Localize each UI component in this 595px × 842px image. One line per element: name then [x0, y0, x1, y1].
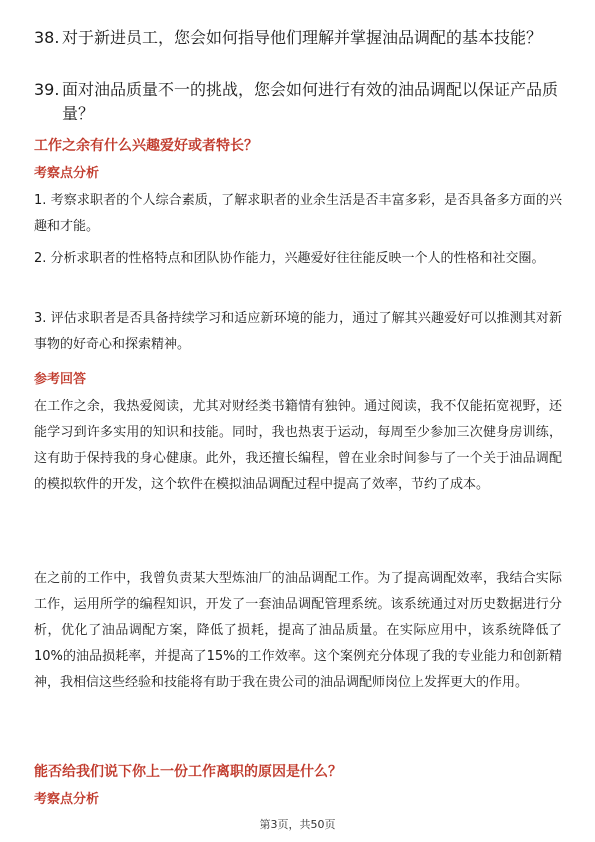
analysis-point-3: 3. 评估求职者是否具备持续学习和适应新环境的能力，通过了解其兴趣爱好可以推测其对新事物的好奇心和探索精神。 [34, 311, 562, 352]
question-text: 对于新进员工，您会如何指导他们理解并掌握油品调配的基本技能？ [62, 28, 543, 47]
question-text: 面对油品质量不一的挑战，您会如何进行有效的油品调配以保证产品质量？ [62, 80, 559, 123]
analysis-heading: 考察点分析 [34, 166, 100, 181]
question-number: 39. [34, 80, 60, 99]
answer-paragraph-1: 在工作之余，我热爱阅读，尤其对财经类书籍情有独钟。通过阅读，我不仅能拓宽视野，还能学习到许多实用的知识和技能。同时，我也热衷于运动，每周至少参加三次健身房训练，这有助于保持我的身心健康。此外，我还擅长编程，曾在业余时间参与了一个关于油品调配的模拟软件的开发，这个软件在模拟油品调配过程中提高了效率，节约了成本。 [34, 399, 562, 492]
analysis-point-2: 2. 分析求职者的性格特点和团队协作能力，兴趣爱好往往能反映一个人的性格和社交圈。 [34, 251, 545, 266]
question-38 [34, 26, 564, 50]
answer-heading: 参考回答 [34, 372, 87, 387]
analysis-point-1: 1. 考察求职者的个人综合素质，了解求职者的业余生活是否丰富多彩，是否具备多方面的兴趣和才能。 [34, 193, 562, 234]
interview-question-heading: 工作之余有什么兴趣爱好或者特长？ [34, 138, 258, 154]
page-footer: 第3页，共50页 [259, 818, 336, 831]
analysis-heading: 考察点分析 [34, 792, 100, 807]
question-39 [34, 78, 564, 126]
answer-paragraph-2: 在之前的工作中，我曾负责某大型炼油厂的油品调配工作。为了提高调配效率，我结合实际工作，运用所学的编程知识，开发了一套油品调配管理系统。该系统通过对历史数据进行分析，优化了油品调配方案，降低了损耗，提高了油品质量。在实际应用中，该系统降低了10%的油品损耗率，并提高了15%的工作效率。这个案例充分体现了我的专业能力和创新精神，我相信这些经验和技能将有助于我在贵公司的油品调配师岗位上发挥更大的作用。 [34, 571, 562, 690]
question-number: 38. [34, 28, 60, 47]
interview-question-heading: 能否给我们说下你上一份工作离职的原因是什么？ [34, 764, 342, 780]
